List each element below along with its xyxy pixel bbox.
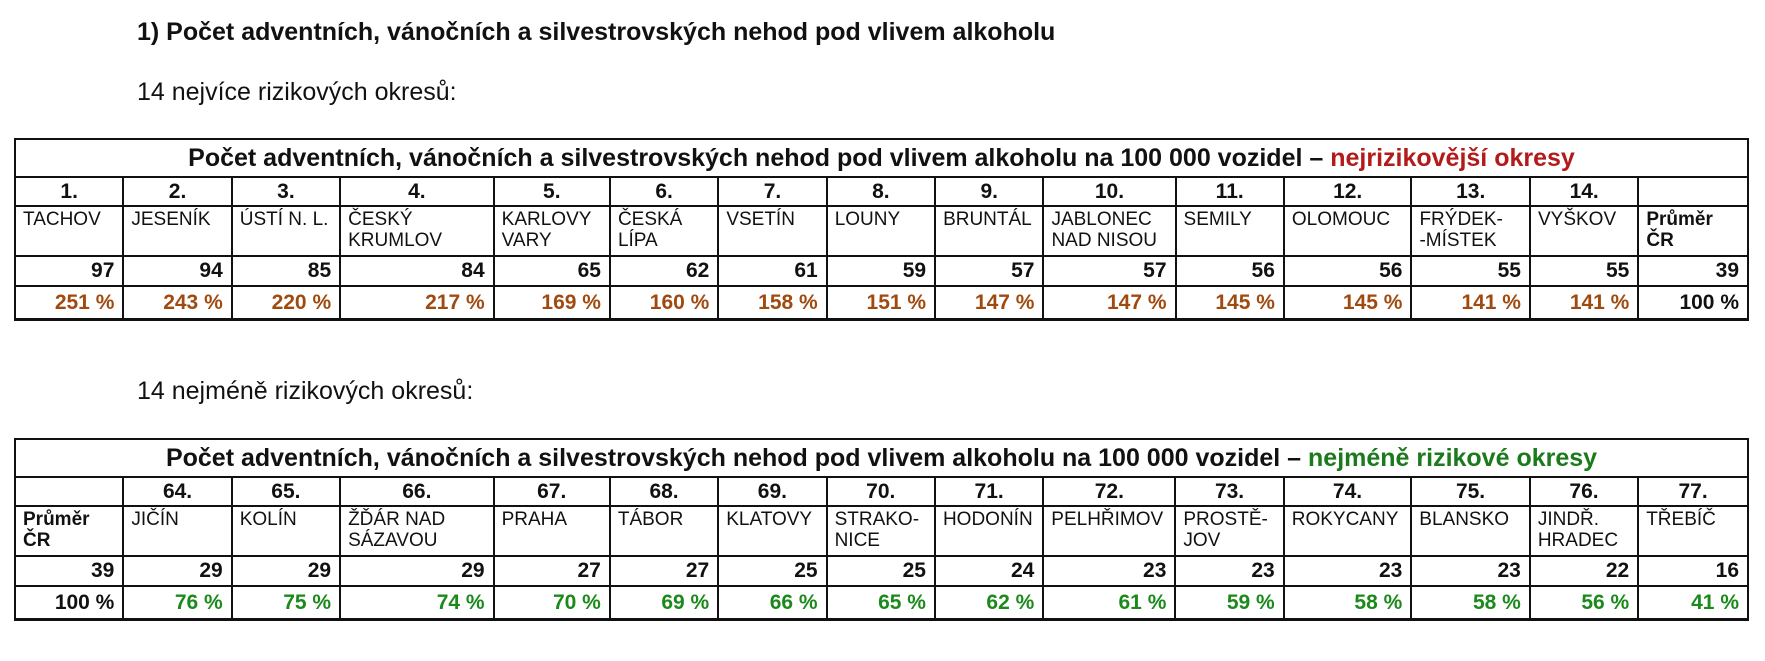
title-main: Počet adventních, vánočních a silvestrovských nehod pod vlivem alkoholu na 100 000 vozidel – xyxy=(188,143,1331,172)
percent-cell: 66 % xyxy=(718,586,826,620)
bottom-intro: 14 nejméně rizikových okresů: xyxy=(137,377,474,405)
rank-cell: 77. xyxy=(1638,477,1748,506)
district-name: KLATOVY xyxy=(718,506,826,556)
percent-cell: 62 % xyxy=(935,586,1043,620)
percent-row xyxy=(15,586,1748,620)
rank-row xyxy=(15,177,1748,206)
district-row xyxy=(15,206,1748,256)
district-name: ROKYCANY xyxy=(1284,506,1412,556)
district-name: JINDŘ. HRADEC xyxy=(1530,506,1638,556)
percent-cell: 58 % xyxy=(1411,586,1530,620)
rank-cell: 2. xyxy=(123,177,231,206)
value-cell: 29 xyxy=(340,556,494,586)
table-title xyxy=(15,439,1748,477)
district-name: JESENÍK xyxy=(123,206,231,256)
district-name: PRAHA xyxy=(494,506,610,556)
percent-cell: 217 % xyxy=(340,286,494,320)
percent-cell: 220 % xyxy=(232,286,340,320)
rank-cell: 7. xyxy=(718,177,826,206)
value-cell: 29 xyxy=(123,556,231,586)
top-intro: 14 nejvíce rizikových okresů: xyxy=(137,78,457,106)
district-row xyxy=(15,506,1748,556)
district-name: SEMILY xyxy=(1176,206,1284,256)
percent-cell: 58 % xyxy=(1284,586,1412,620)
value-cell: 23 xyxy=(1175,556,1283,586)
rank-cell: 72. xyxy=(1043,477,1175,506)
district-name: FRÝDEK- -MÍSTEK xyxy=(1411,206,1530,256)
rank-cell: 11. xyxy=(1176,177,1284,206)
average-percent-cell: 100 % xyxy=(1638,286,1748,320)
rank-cell: 74. xyxy=(1284,477,1412,506)
district-name: TŘEBÍČ xyxy=(1638,506,1748,556)
percent-cell: 141 % xyxy=(1411,286,1530,320)
percent-cell: 147 % xyxy=(1043,286,1175,320)
percent-cell: 147 % xyxy=(935,286,1043,320)
district-name: JIČÍN xyxy=(123,506,231,556)
value-cell: 27 xyxy=(494,556,610,586)
value-cell: 29 xyxy=(232,556,340,586)
value-cell: 27 xyxy=(610,556,718,586)
district-name: OLOMOUC xyxy=(1284,206,1412,256)
percent-cell: 69 % xyxy=(610,586,718,620)
percent-cell: 56 % xyxy=(1530,586,1638,620)
value-cell: 62 xyxy=(610,256,718,286)
rank-cell: 69. xyxy=(718,477,826,506)
district-name: PROSTĚ- JOV xyxy=(1175,506,1283,556)
percent-cell: 70 % xyxy=(494,586,610,620)
average-district-name: Průměr ČR xyxy=(15,506,123,556)
table-title xyxy=(15,139,1748,177)
percent-cell: 145 % xyxy=(1176,286,1284,320)
title-main: Počet adventních, vánočních a silvestrovských nehod pod vlivem alkoholu na 100 000 vozidel – xyxy=(165,443,1309,472)
district-name: TACHOV xyxy=(15,206,123,256)
district-name: JABLONEC NAD NISOU xyxy=(1043,206,1175,256)
value-cell: 65 xyxy=(494,256,610,286)
percent-cell: 41 % xyxy=(1638,586,1748,620)
rank-cell: 6. xyxy=(610,177,718,206)
percent-cell: 141 % xyxy=(1530,286,1638,320)
percent-cell: 243 % xyxy=(123,286,231,320)
district-name: ČESKÁ LÍPA xyxy=(610,206,718,256)
percent-cell: 76 % xyxy=(123,586,231,620)
value-cell: 23 xyxy=(1284,556,1412,586)
percent-row xyxy=(15,286,1748,320)
percent-cell: 75 % xyxy=(232,586,340,620)
value-cell: 57 xyxy=(1043,256,1175,286)
average-value-cell: 39 xyxy=(1638,256,1748,286)
value-cell: 24 xyxy=(935,556,1043,586)
percent-cell: 145 % xyxy=(1284,286,1412,320)
average-district-name: Průměr ČR xyxy=(1638,206,1748,256)
rank-cell: 68. xyxy=(610,477,718,506)
district-name: HODONÍN xyxy=(935,506,1043,556)
rank-cell: 64. xyxy=(123,477,231,506)
percent-cell: 158 % xyxy=(718,286,826,320)
district-name: ŽĎÁR NAD SÁZAVOU xyxy=(340,506,494,556)
district-name: ČESKÝ KRUMLOV xyxy=(340,206,494,256)
rank-cell: 10. xyxy=(1043,177,1175,206)
value-cell: 23 xyxy=(1411,556,1530,586)
percent-cell: 61 % xyxy=(1043,586,1175,620)
percent-cell: 59 % xyxy=(1175,586,1283,620)
district-name: LOUNY xyxy=(827,206,935,256)
average-rank-cell xyxy=(1638,177,1748,206)
value-row xyxy=(15,556,1748,586)
district-name: STRAKO- NICE xyxy=(827,506,935,556)
rank-cell: 71. xyxy=(935,477,1043,506)
rank-row xyxy=(15,477,1748,506)
value-cell: 25 xyxy=(718,556,826,586)
value-cell: 56 xyxy=(1176,256,1284,286)
value-cell: 59 xyxy=(827,256,935,286)
percent-cell: 251 % xyxy=(15,286,123,320)
value-cell: 22 xyxy=(1530,556,1638,586)
rank-cell: 14. xyxy=(1530,177,1638,206)
average-value-cell: 39 xyxy=(15,556,123,586)
percent-cell: 65 % xyxy=(827,586,935,620)
percent-cell: 169 % xyxy=(494,286,610,320)
percent-cell: 74 % xyxy=(340,586,494,620)
district-name: VYŠKOV xyxy=(1530,206,1638,256)
rank-cell: 66. xyxy=(340,477,494,506)
rank-cell: 9. xyxy=(935,177,1043,206)
rank-cell: 8. xyxy=(827,177,935,206)
value-cell: 56 xyxy=(1284,256,1412,286)
title-suffix: nejméně rizikové okresy xyxy=(1308,443,1598,472)
rank-cell: 5. xyxy=(494,177,610,206)
district-name: BLANSKO xyxy=(1411,506,1530,556)
value-row xyxy=(15,256,1748,286)
value-cell: 57 xyxy=(935,256,1043,286)
value-cell: 23 xyxy=(1043,556,1175,586)
average-rank-cell xyxy=(15,477,123,506)
most-risky-table xyxy=(14,138,1749,321)
value-cell: 97 xyxy=(15,256,123,286)
district-name: BRUNTÁL xyxy=(935,206,1043,256)
district-name: ÚSTÍ N. L. xyxy=(232,206,340,256)
rank-cell: 4. xyxy=(340,177,494,206)
district-name: KOLÍN xyxy=(232,506,340,556)
district-name: TÁBOR xyxy=(610,506,718,556)
rank-cell: 13. xyxy=(1411,177,1530,206)
district-name: KARLOVY VARY xyxy=(494,206,610,256)
value-cell: 85 xyxy=(232,256,340,286)
rank-cell: 70. xyxy=(827,477,935,506)
average-percent-cell: 100 % xyxy=(15,586,123,620)
percent-cell: 151 % xyxy=(827,286,935,320)
rank-cell: 67. xyxy=(494,477,610,506)
value-cell: 61 xyxy=(718,256,826,286)
value-cell: 55 xyxy=(1411,256,1530,286)
rank-cell: 1. xyxy=(15,177,123,206)
district-name: VSETÍN xyxy=(718,206,826,256)
value-cell: 25 xyxy=(827,556,935,586)
rank-cell: 76. xyxy=(1530,477,1638,506)
rank-cell: 65. xyxy=(232,477,340,506)
least-risky-table xyxy=(14,438,1749,621)
rank-cell: 3. xyxy=(232,177,340,206)
page-heading: 1) Počet adventních, vánočních a silvestrovských nehod pod vlivem alkoholu xyxy=(137,18,1056,46)
title-suffix: nejrizikovější okresy xyxy=(1330,143,1575,172)
rank-cell: 12. xyxy=(1284,177,1412,206)
percent-cell: 160 % xyxy=(610,286,718,320)
value-cell: 84 xyxy=(340,256,494,286)
rank-cell: 75. xyxy=(1411,477,1530,506)
value-cell: 16 xyxy=(1638,556,1748,586)
value-cell: 55 xyxy=(1530,256,1638,286)
district-name: PELHŘIMOV xyxy=(1043,506,1175,556)
value-cell: 94 xyxy=(123,256,231,286)
rank-cell: 73. xyxy=(1175,477,1283,506)
